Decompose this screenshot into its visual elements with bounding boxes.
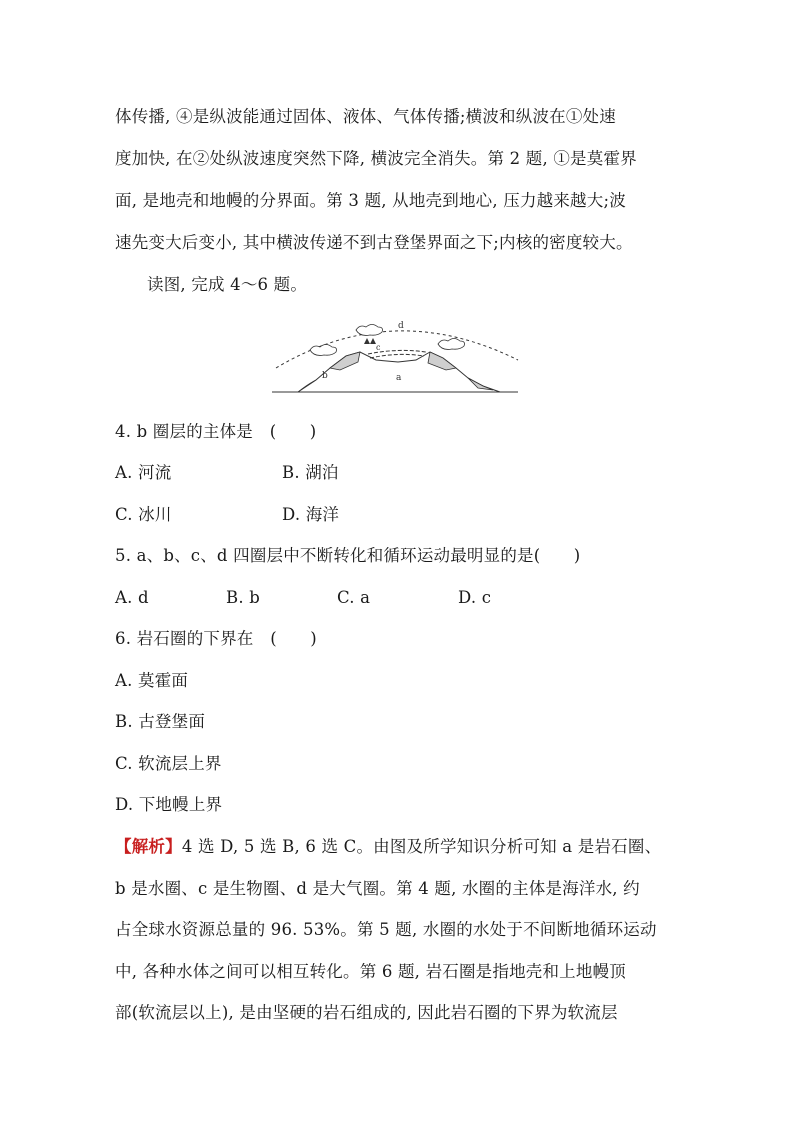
label-c: c bbox=[376, 343, 381, 352]
analysis-text: 4 选 D, 5 选 B, 6 选 C。由图及所学知识分析可知 a 是岩石圈、 bbox=[181, 837, 662, 856]
option-6c: C. 软流层上界 bbox=[115, 754, 222, 773]
option-5a: A. d bbox=[115, 588, 149, 607]
analysis-line: 部(软流层以上), 是由坚硬的岩石组成的, 因此岩石圈的下界为软流层 bbox=[115, 1003, 618, 1022]
label-a: a bbox=[396, 373, 402, 383]
analysis-line: b 是水圈、c 是生物圈、d 是大气圈。第 4 题, 水圈的主体是海洋水, 约 bbox=[115, 879, 640, 898]
option-4b: B. 湖泊 bbox=[282, 463, 339, 482]
option-4a: A. 河流 bbox=[115, 463, 172, 482]
paragraph-line: 速先变大后变小, 其中横波传递不到古登堡界面之下;内核的密度较大。 bbox=[115, 233, 633, 252]
option-5d: D. c bbox=[458, 588, 492, 607]
option-6d: D. 下地幔上界 bbox=[115, 795, 223, 814]
paragraph-line: 体传播, ④是纵波能通过固体、液体、气体传播;横波和纵波在①处速 bbox=[115, 107, 616, 126]
analysis-line: 占全球水资源总量的 96. 53%。第 5 题, 水圈的水处于不间断地循环运动 bbox=[115, 920, 657, 939]
option-5c: C. a bbox=[337, 588, 371, 607]
analysis-tag: 【解析】 bbox=[115, 837, 182, 856]
question-5-stem: 5. a、b、c、d 四圈层中不断转化和循环运动最明显的是( ) bbox=[115, 546, 581, 565]
paragraph-line: 面, 是地壳和地幔的分界面。第 3 题, 从地壳到地心, 压力越来越大;波 bbox=[115, 191, 626, 210]
question-4-stem: 4. b 圈层的主体是 ( ) bbox=[115, 422, 317, 441]
option-4c: C. 冰川 bbox=[115, 505, 172, 524]
label-d: d bbox=[398, 321, 404, 331]
analysis-line: 中, 各种水体之间可以相互转化。第 6 题, 岩石圈是指地壳和上地幔顶 bbox=[115, 962, 626, 981]
option-6a: A. 莫霍面 bbox=[115, 671, 189, 690]
option-5b: B. b bbox=[226, 588, 260, 607]
earth-spheres-diagram bbox=[268, 308, 528, 398]
option-4d: D. 海洋 bbox=[282, 505, 340, 524]
question-intro: 读图, 完成 4～6 题。 bbox=[147, 275, 308, 294]
question-6-stem: 6. 岩石圈的下界在 ( ) bbox=[115, 629, 317, 648]
paragraph-line: 度加快, 在②处纵波速度突然下降, 横波完全消失。第 2 题, ①是莫霍界 bbox=[115, 149, 637, 168]
label-b: b bbox=[322, 371, 328, 381]
option-6b: B. 古登堡面 bbox=[115, 712, 206, 731]
analysis-line bbox=[115, 837, 661, 857]
